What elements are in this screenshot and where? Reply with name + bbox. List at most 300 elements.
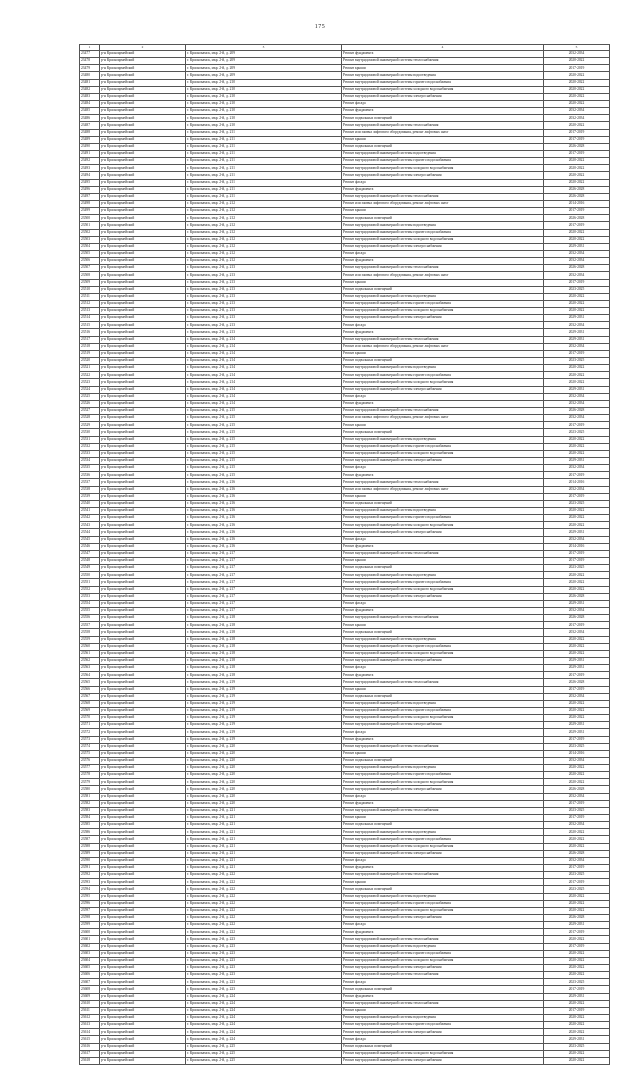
work-type-cell: Ремонт крыши [342,279,544,286]
address-cell: г. Краснокамск, мкр. 2-й, д. 217 [186,565,342,572]
table-row [80,615,610,622]
district-cell: р-н Красноармейский [100,865,186,872]
table-row [80,915,610,922]
work-type-cell: Ремонт подвальных помещений [342,886,544,893]
period-cell: 2017-2019 [544,136,610,143]
work-type-cell: Ремонт внутридомовой инженерной системы водоотведения [342,150,544,157]
period-cell: 2026-2028 [544,615,610,622]
district-cell: р-н Красноармейский [100,536,186,543]
table-row [80,315,610,322]
district-cell: р-н Красноармейский [100,800,186,807]
table-row [80,422,610,429]
district-cell: р-н Красноармейский [100,1057,186,1064]
work-type-cell: Ремонт фундамента [342,108,544,115]
row-number-cell: 23564 [80,672,100,679]
row-number-cell: 23490 [80,143,100,150]
table-row [80,1000,610,1007]
district-cell: р-н Красноармейский [100,200,186,207]
district-cell: р-н Красноармейский [100,779,186,786]
work-type-cell: Ремонт фасада [342,1036,544,1043]
row-number-cell: 23483 [80,93,100,100]
district-cell: р-н Красноармейский [100,329,186,336]
row-number-cell: 23477 [80,51,100,58]
address-cell: г. Краснокамск, мкр. 2-й, д. 209 [186,72,342,79]
district-cell: р-н Красноармейский [100,829,186,836]
work-type-cell: Ремонт внутридомовой инженерной системы холодного водоснабжения [342,907,544,914]
work-type-cell: Ремонт внутридомовой инженерной системы холодного водоснабжения [342,715,544,722]
district-cell: р-н Красноармейский [100,315,186,322]
row-number-cell: 23539 [80,493,100,500]
period-cell: 2017-2019 [544,65,610,72]
address-cell: г. Краснокамск, мкр. 2-й, д. 209 [186,51,342,58]
district-cell: р-н Красноармейский [100,729,186,736]
row-number-cell: 23558 [80,629,100,636]
table-row [80,1029,610,1036]
district-cell: р-н Красноармейский [100,850,186,857]
row-number-cell: 23615 [80,1036,100,1043]
work-type-cell: Ремонт или замена лифтового оборудования, ремонт лифтовых шахт [342,486,544,493]
row-number-cell: 23517 [80,336,100,343]
address-cell: г. Краснокамск, мкр. 2-й, д. 217 [186,607,342,614]
period-cell: 2017-2019 [544,1007,610,1014]
district-cell: р-н Красноармейский [100,86,186,93]
work-type-cell: Ремонт внутридомовой инженерной системы теплоснабжения [342,1000,544,1007]
address-cell: г. Краснокамск, мкр. 2-й, д. 216 [186,493,342,500]
work-type-cell: Ремонт крыши [342,815,544,822]
address-cell: г. Краснокамск, мкр. 2-й, д. 223 [186,986,342,993]
period-cell: 2020-2022 [544,779,610,786]
work-type-cell: Ремонт фундамента [342,607,544,614]
work-type-cell: Ремонт фундамента [342,929,544,936]
district-cell: р-н Красноармейский [100,158,186,165]
table-row [80,943,610,950]
table-row [80,450,610,457]
period-cell: 2020-2022 [544,836,610,843]
period-cell: 2026-2028 [544,193,610,200]
period-cell: 2017-2019 [544,493,610,500]
work-type-cell: Ремонт внутридомовой инженерной системы холодного водоснабжения [342,450,544,457]
address-cell: г. Краснокамск, мкр. 2-й, д. 220 [186,793,342,800]
row-number-cell: 23484 [80,100,100,107]
work-type-cell: Ремонт внутридомовой инженерной системы водоотведения [342,893,544,900]
table-row [80,907,610,914]
table-row [80,700,610,707]
work-type-cell: Ремонт внутридомовой инженерной системы электроснабжения [342,386,544,393]
row-number-cell: 23591 [80,865,100,872]
address-cell: г. Краснокамск, мкр. 2-й, д. 217 [186,550,342,557]
row-number-cell: 23616 [80,1043,100,1050]
row-number-cell: 23594 [80,886,100,893]
period-cell: 2020-2022 [544,179,610,186]
row-number-cell: 23500 [80,215,100,222]
table-row [80,458,610,465]
table-row [80,893,610,900]
address-cell: г. Краснокамск, мкр. 2-й, д. 218 [186,643,342,650]
row-number-cell: 23504 [80,243,100,250]
row-number-cell: 23518 [80,343,100,350]
address-cell: г. Краснокамск, мкр. 2-й, д. 211 [186,179,342,186]
period-cell: 2029-2031 [544,458,610,465]
work-type-cell: Ремонт подвальных помещений [342,358,544,365]
address-cell: г. Краснокамск, мкр. 2-й, д. 214 [186,350,342,357]
district-cell: р-н Красноармейский [100,972,186,979]
period-cell: 2020-2022 [544,900,610,907]
row-number-cell: 23557 [80,622,100,629]
row-number-cell: 23495 [80,179,100,186]
row-number-cell: 23563 [80,665,100,672]
period-cell: 2032-2034 [544,415,610,422]
district-cell: р-н Красноармейский [100,208,186,215]
period-cell: 2026-2028 [544,593,610,600]
address-cell: г. Краснокамск, мкр. 2-й, д. 221 [186,836,342,843]
district-cell: р-н Красноармейский [100,815,186,822]
district-cell: р-н Красноармейский [100,350,186,357]
address-cell: г. Краснокамск, мкр. 2-й, д. 216 [186,529,342,536]
address-cell: г. Краснокамск, мкр. 2-й, д. 222 [186,907,342,914]
table-row [80,629,610,636]
address-cell: г. Краснокамск, мкр. 2-й, д. 223 [186,950,342,957]
row-number-cell: 23531 [80,436,100,443]
row-number-cell: 23485 [80,108,100,115]
period-cell: 2017-2019 [544,672,610,679]
table-row [80,843,610,850]
address-cell: г. Краснокамск, мкр. 2-й, д. 212 [186,222,342,229]
address-cell: г. Краснокамск, мкр. 2-й, д. 219 [186,686,342,693]
period-cell: 2032-2034 [544,250,610,257]
address-cell: г. Краснокамск, мкр. 2-й, д. 218 [186,629,342,636]
address-cell: г. Краснокамск, мкр. 2-й, д. 216 [186,522,342,529]
work-type-cell: Ремонт крыши [342,1007,544,1014]
row-number-cell: 23566 [80,686,100,693]
district-cell: р-н Красноармейский [100,472,186,479]
address-cell: г. Краснокамск, мкр. 2-й, д. 216 [186,508,342,515]
period-cell: 2020-2022 [544,957,610,964]
address-cell: г. Краснокамск, мкр. 2-й, д. 217 [186,557,342,564]
row-number-cell: 23598 [80,915,100,922]
table-row [80,508,610,515]
table-row [80,229,610,236]
address-cell: г. Краснокамск, мкр. 2-й, д. 223 [186,972,342,979]
table-row [80,993,610,1000]
address-cell: г. Краснокамск, мкр. 2-й, д. 215 [186,465,342,472]
row-number-cell: 23478 [80,58,100,65]
period-cell: 2017-2019 [544,150,610,157]
row-number-cell: 23512 [80,300,100,307]
address-cell: г. Краснокамск, мкр. 2-й, д. 214 [186,336,342,343]
address-cell: г. Краснокамск, мкр. 2-й, д. 222 [186,915,342,922]
work-type-cell: Ремонт внутридомовой инженерной системы электроснабжения [342,529,544,536]
table-row [80,400,610,407]
address-cell: г. Краснокамск, мкр. 2-й, д. 223 [186,936,342,943]
work-type-cell: Ремонт или замена лифтового оборудования, ремонт лифтовых шахт [342,200,544,207]
period-cell: 2020-2022 [544,1022,610,1029]
district-cell: р-н Красноармейский [100,665,186,672]
work-type-cell: Ремонт фасада [342,250,544,257]
row-number-cell: 23584 [80,815,100,822]
district-cell: р-н Красноармейский [100,836,186,843]
row-number-cell: 23614 [80,1029,100,1036]
table-row [80,957,610,964]
row-number-cell: 23527 [80,408,100,415]
period-cell: 2029-2031 [544,922,610,929]
table-row [80,622,610,629]
district-cell: р-н Красноармейский [100,1014,186,1021]
period-cell: 2017-2019 [544,815,610,822]
district-cell: р-н Красноармейский [100,743,186,750]
table-row [80,215,610,222]
district-cell: р-н Красноармейский [100,358,186,365]
address-cell: г. Краснокамск, мкр. 2-й, д. 209 [186,58,342,65]
capital-repair-table [79,44,610,1065]
row-number-cell: 23586 [80,829,100,836]
work-type-cell: Ремонт внутридомовой инженерной системы электроснабжения [342,1057,544,1064]
address-cell: г. Краснокамск, мкр. 2-й, д. 211 [186,136,342,143]
header-cell: 1 [80,45,100,51]
row-number-cell: 23568 [80,700,100,707]
district-cell: р-н Красноармейский [100,508,186,515]
district-cell: р-н Красноармейский [100,408,186,415]
row-number-cell: 23492 [80,158,100,165]
period-cell: 2032-2034 [544,115,610,122]
row-number-cell: 23534 [80,458,100,465]
period-cell: 2020-2022 [544,86,610,93]
address-cell: г. Краснокамск, мкр. 2-й, д. 212 [186,200,342,207]
address-cell: г. Краснокамск, мкр. 2-й, д. 218 [186,622,342,629]
period-cell: 2032-2034 [544,272,610,279]
period-cell: 2020-2022 [544,829,610,836]
table-row [80,286,610,293]
district-cell: р-н Красноармейский [100,822,186,829]
row-number-cell: 23536 [80,472,100,479]
work-type-cell: Ремонт внутридомовой инженерной системы электроснабжения [342,657,544,664]
period-cell: 2020-2022 [544,707,610,714]
table-row [80,593,610,600]
table-row [80,829,610,836]
period-cell: 2029-2031 [544,993,610,1000]
table-row [80,443,610,450]
district-cell: р-н Красноармейский [100,365,186,372]
table-row [80,272,610,279]
row-number-cell: 23604 [80,957,100,964]
table-row [80,1014,610,1021]
table-row [80,86,610,93]
work-type-cell: Ремонт внутридомовой инженерной системы теплоснабжения [342,872,544,879]
address-cell: г. Краснокамск, мкр. 2-й, д. 210 [186,100,342,107]
work-type-cell: Ремонт внутридомовой инженерной системы водоотведения [342,508,544,515]
period-cell: 2023-2025 [544,358,610,365]
district-cell: р-н Красноармейский [100,322,186,329]
row-number-cell: 23618 [80,1057,100,1064]
work-type-cell: Ремонт внутридомовой инженерной системы холодного водоснабжения [342,308,544,315]
row-number-cell: 23541 [80,508,100,515]
work-type-cell: Ремонт внутридомовой инженерной системы горячего водоснабжения [342,950,544,957]
address-cell: г. Краснокамск, мкр. 2-й, д. 212 [186,236,342,243]
period-cell: 2029-2031 [544,729,610,736]
row-number-cell: 23486 [80,115,100,122]
row-number-cell: 23503 [80,236,100,243]
work-type-cell: Ремонт крыши [342,350,544,357]
district-cell: р-н Красноармейский [100,100,186,107]
header-cell: 3 [186,45,342,51]
district-cell: р-н Красноармейский [100,308,186,315]
district-cell: р-н Красноармейский [100,557,186,564]
address-cell: г. Краснокамск, мкр. 2-й, д. 220 [186,772,342,779]
period-cell: 2020-2022 [544,1050,610,1057]
work-type-cell: Ремонт внутридомовой инженерной системы горячего водоснабжения [342,158,544,165]
work-type-cell: Ремонт внутридомовой инженерной системы теплоснабжения [342,807,544,814]
period-cell: 2026-2028 [544,786,610,793]
work-type-cell: Ремонт крыши [342,879,544,886]
work-type-cell: Ремонт внутридомовой инженерной системы холодного водоснабжения [342,86,544,93]
row-number-cell: 23565 [80,679,100,686]
row-number-cell: 23482 [80,86,100,93]
row-number-cell: 23588 [80,843,100,850]
district-cell: р-н Красноармейский [100,750,186,757]
address-cell: г. Краснокамск, мкр. 2-й, д. 221 [186,815,342,822]
work-type-cell: Ремонт внутридомовой инженерной системы холодного водоснабжения [342,843,544,850]
period-cell: 2032-2034 [544,322,610,329]
table-row [80,143,610,150]
table-row [80,872,610,879]
period-cell: 2032-2034 [544,607,610,614]
table-row [80,550,610,557]
row-number-cell: 23525 [80,393,100,400]
header-cell: 5 [544,45,610,51]
period-cell: 2029-2031 [544,665,610,672]
table-row [80,572,610,579]
row-number-cell: 23554 [80,600,100,607]
district-cell: р-н Красноармейский [100,586,186,593]
work-type-cell: Ремонт подвальных помещений [342,429,544,436]
table-row [80,208,610,215]
district-cell: р-н Красноармейский [100,236,186,243]
row-number-cell: 23513 [80,308,100,315]
district-cell: р-н Красноармейский [100,722,186,729]
district-cell: р-н Красноармейский [100,1036,186,1043]
address-cell: г. Краснокамск, мкр. 2-й, д. 215 [186,450,342,457]
work-type-cell: Ремонт внутридомовой инженерной системы холодного водоснабжения [342,379,544,386]
table-row [80,822,610,829]
period-cell: 2017-2019 [544,550,610,557]
work-type-cell: Ремонт внутридомовой инженерной системы электроснабжения [342,593,544,600]
row-number-cell: 23507 [80,265,100,272]
table-row [80,857,610,864]
row-number-cell: 23578 [80,772,100,779]
address-cell: г. Краснокамск, мкр. 2-й, д. 222 [186,872,342,879]
address-cell: г. Краснокамск, мкр. 2-й, д. 215 [186,422,342,429]
row-number-cell: 23582 [80,800,100,807]
table-row [80,686,610,693]
work-type-cell: Ремонт подвальных помещений [342,629,544,636]
work-type-cell: Ремонт внутридомовой инженерной системы горячего водоснабжения [342,515,544,522]
period-cell: 2029-2031 [544,329,610,336]
address-cell: г. Краснокамск, мкр. 2-й, д. 217 [186,600,342,607]
table-row [80,158,610,165]
address-cell: г. Краснокамск, мкр. 2-й, д. 213 [186,322,342,329]
address-cell: г. Краснокамск, мкр. 2-й, д. 216 [186,500,342,507]
row-number-cell: 23529 [80,422,100,429]
period-cell: 2020-2022 [544,365,610,372]
district-cell: р-н Красноармейский [100,915,186,922]
district-cell: р-н Красноармейский [100,929,186,936]
address-cell: г. Краснокамск, мкр. 2-й, д. 222 [186,879,342,886]
period-cell: 2020-2022 [544,765,610,772]
table-row [80,900,610,907]
period-cell: 2032-2034 [544,343,610,350]
period-cell: 2023-2025 [544,500,610,507]
period-cell: 2014-2016 [544,750,610,757]
table-row [80,807,610,814]
work-type-cell: Ремонт фасада [342,729,544,736]
district-cell: р-н Красноармейский [100,265,186,272]
table-row [80,600,610,607]
row-number-cell: 23537 [80,479,100,486]
period-cell: 2020-2022 [544,522,610,529]
row-number-cell: 23569 [80,707,100,714]
table-row [80,765,610,772]
period-cell: 2017-2019 [544,736,610,743]
district-cell: р-н Красноармейский [100,479,186,486]
district-cell: р-н Красноармейский [100,1000,186,1007]
table-row [80,879,610,886]
work-type-cell: Ремонт фундамента [342,258,544,265]
period-cell: 2020-2022 [544,443,610,450]
district-cell: р-н Красноармейский [100,893,186,900]
district-cell: р-н Красноармейский [100,186,186,193]
address-cell: г. Краснокамск, мкр. 2-й, д. 213 [186,293,342,300]
work-type-cell: Ремонт внутридомовой инженерной системы холодного водоснабжения [342,522,544,529]
row-number-cell: 23545 [80,536,100,543]
district-cell: р-н Красноармейский [100,65,186,72]
work-type-cell: Ремонт крыши [342,557,544,564]
row-number-cell: 23535 [80,465,100,472]
address-cell: г. Краснокамск, мкр. 2-й, д. 224 [186,1022,342,1029]
district-cell: р-н Красноармейский [100,572,186,579]
table-row [80,243,610,250]
work-type-cell: Ремонт фундамента [342,186,544,193]
district-cell: р-н Красноармейский [100,965,186,972]
row-number-cell: 23597 [80,907,100,914]
table-row [80,486,610,493]
address-cell: г. Краснокамск, мкр. 2-й, д. 221 [186,807,342,814]
district-cell: р-н Красноармейский [100,172,186,179]
period-cell: 2020-2022 [544,515,610,522]
district-cell: р-н Красноармейский [100,657,186,664]
period-cell: 2020-2022 [544,572,610,579]
address-cell: г. Краснокамск, мкр. 2-й, д. 224 [186,1007,342,1014]
work-type-cell: Ремонт внутридомовой инженерной системы водоотведения [342,765,544,772]
row-number-cell: 23593 [80,879,100,886]
address-cell: г. Краснокамск, мкр. 2-й, д. 215 [186,408,342,415]
row-number-cell: 23510 [80,286,100,293]
address-cell: г. Краснокамск, мкр. 2-й, д. 219 [186,729,342,736]
row-number-cell: 23590 [80,857,100,864]
period-cell: 2029-2031 [544,722,610,729]
period-cell: 2017-2019 [544,929,610,936]
table-row [80,436,610,443]
address-cell: г. Краснокамск, мкр. 2-й, д. 220 [186,750,342,757]
table-row [80,1007,610,1014]
work-type-cell: Ремонт фасада [342,979,544,986]
district-cell: р-н Красноармейский [100,643,186,650]
work-type-cell: Ремонт фундамента [342,51,544,58]
table-row [80,1057,610,1064]
address-cell: г. Краснокамск, мкр. 2-й, д. 221 [186,843,342,850]
district-cell: р-н Красноармейский [100,807,186,814]
work-type-cell: Ремонт фасада [342,857,544,864]
district-cell: р-н Красноармейский [100,679,186,686]
district-cell: р-н Красноармейский [100,515,186,522]
